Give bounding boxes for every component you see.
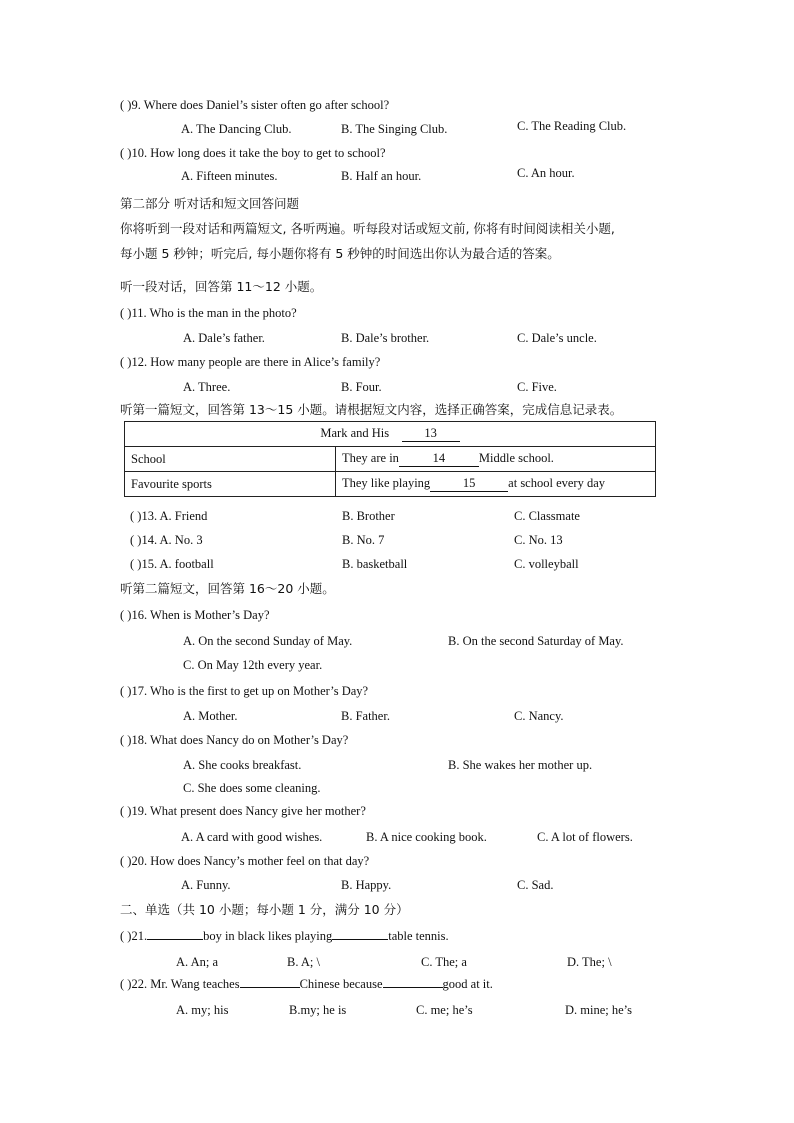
question-13-option-c: C. Classmate — [514, 509, 580, 523]
question-10-option-b: B. Half an hour. — [341, 169, 422, 183]
question-22-text-1: Chinese because — [299, 977, 383, 991]
question-17-stem: ( )17. Who is the first to get up on Mother’s Day? — [120, 684, 369, 698]
question-11-stem: ( )11. Who is the man in the photo? — [120, 306, 297, 320]
passage1-heading: 听第一篇短文，回答第 13～15 小题。请根据短文内容，选择正确答案，完成信息记录表。 — [120, 402, 623, 417]
question-22-number: ( )22. Mr. Wang teaches — [120, 977, 240, 991]
question-18-option-c: C. She does some cleaning. — [183, 781, 321, 795]
question-9-option-b: B. The Singing Club. — [341, 122, 448, 136]
question-14-stem: ( )14. A. No. 3 — [130, 533, 203, 547]
question-20-option-b: B. Happy. — [341, 878, 392, 892]
part2-instruction-line1: 你将听到一段对话和两篇短文, 各听两遍。听每段对话或短文前, 你将有时间阅读相关小题, — [120, 221, 615, 236]
table-value-school — [336, 447, 656, 472]
question-11-option-c: C. Dale’s uncle. — [517, 331, 597, 345]
question-19-option-c: C. A lot of flowers. — [537, 830, 633, 844]
table-value-sports — [336, 472, 656, 497]
question-22-blank-1 — [240, 987, 300, 988]
question-21-text-1: boy in black likes playing — [203, 929, 333, 943]
question-16-option-c: C. On May 12th every year. — [183, 658, 323, 672]
question-12-stem: ( )12. How many people are there in Alice’s family? — [120, 355, 381, 369]
question-20-option-a: A. Funny. — [181, 878, 231, 892]
school-prefix: They are in — [342, 451, 399, 465]
question-18-option-a: A. She cooks breakfast. — [183, 758, 302, 772]
question-15-option-b: B. basketball — [342, 557, 408, 571]
question-19-option-a: A. A card with good wishes. — [181, 830, 323, 844]
question-12-option-c: C. Five. — [517, 380, 557, 394]
question-10-option-a: A. Fifteen minutes. — [181, 169, 278, 183]
blank-15: 15 — [430, 476, 508, 492]
question-21-option-a: A. An; a — [176, 955, 219, 969]
question-11-option-a: A. Dale’s father. — [183, 331, 265, 345]
question-18-stem: ( )18. What does Nancy do on Mother’s Day? — [120, 733, 349, 747]
question-20-stem: ( )20. How does Nancy’s mother feel on that day? — [120, 854, 370, 868]
question-21-text-2: table tennis. — [388, 929, 449, 943]
question-15-stem: ( )15. A. football — [130, 557, 214, 571]
question-16-option-a: A. On the second Sunday of May. — [183, 634, 353, 648]
table-title: Mark and His — [320, 426, 390, 440]
question-21-option-b: B. A; \ — [287, 955, 320, 969]
question-22-text-2: good at it. — [442, 977, 493, 991]
table-label-sports: Favourite sports — [125, 472, 336, 497]
question-21-option-c: C. The; a — [421, 955, 467, 969]
section2-heading: 二、单选（共 10 小题；每小题 1 分，满分 10 分） — [120, 902, 409, 917]
question-20-option-c: C. Sad. — [517, 878, 554, 892]
question-9-stem: ( )9. Where does Daniel’s sister often go after school? — [120, 98, 390, 112]
question-17-option-a: A. Mother. — [183, 709, 238, 723]
question-19-option-b: B. A nice cooking book. — [366, 830, 487, 844]
question-16-option-b: B. On the second Saturday of May. — [448, 634, 624, 648]
school-suffix: Middle school. — [478, 451, 554, 465]
part2-instruction-line2: 每小题 5 秒钟；听完后, 每小题你将有 5 秒钟的时间选出你认为最合适的答案。 — [120, 246, 560, 261]
part2-title: 第二部分 听对话和短文回答问题 — [120, 196, 299, 211]
question-12-option-a: A. Three. — [183, 380, 231, 394]
question-12-option-b: B. Four. — [341, 380, 382, 394]
question-21-number: ( )21. — [120, 929, 148, 943]
question-21-blank-1 — [147, 939, 203, 940]
question-21-stem — [120, 928, 449, 944]
info-record-table — [124, 421, 656, 497]
blank-13: 13 — [402, 426, 460, 442]
question-22-option-b: B.my; he is — [289, 1003, 347, 1017]
question-9-option-a: A. The Dancing Club. — [181, 122, 292, 136]
table-title-cell — [125, 422, 656, 447]
question-22-blank-2 — [383, 987, 443, 988]
question-13-option-b: B. Brother — [342, 509, 395, 523]
question-16-stem: ( )16. When is Mother’s Day? — [120, 608, 270, 622]
question-10-stem: ( )10. How long does it take the boy to get to school? — [120, 146, 386, 160]
blank-14: 14 — [399, 451, 479, 467]
question-14-option-b: B. No. 7 — [342, 533, 385, 547]
dialog-heading: 听一段对话，回答第 11～12 小题。 — [120, 279, 323, 294]
question-22-stem — [120, 976, 493, 992]
question-22-option-c: C. me; he’s — [416, 1003, 473, 1017]
question-21-option-d: D. The; \ — [567, 955, 612, 969]
sports-suffix: at school every day — [508, 476, 606, 490]
question-22-option-a: A. my; his — [176, 1003, 229, 1017]
question-21-blank-2 — [332, 939, 388, 940]
passage2-heading: 听第二篇短文，回答第 16～20 小题。 — [120, 581, 335, 596]
question-17-option-c: C. Nancy. — [514, 709, 564, 723]
question-13-stem: ( )13. A. Friend — [130, 509, 208, 523]
question-10-option-c: C. An hour. — [517, 166, 575, 180]
question-19-stem: ( )19. What present does Nancy give her mother? — [120, 804, 366, 818]
table-label-school: School — [125, 447, 336, 472]
question-15-option-c: C. volleyball — [514, 557, 579, 571]
question-11-option-b: B. Dale’s brother. — [341, 331, 430, 345]
question-9-option-c: C. The Reading Club. — [517, 119, 627, 133]
sports-prefix: They like playing — [342, 476, 431, 490]
question-17-option-b: B. Father. — [341, 709, 390, 723]
question-22-option-d: D. mine; he’s — [565, 1003, 633, 1017]
question-18-option-b: B. She wakes her mother up. — [448, 758, 593, 772]
question-14-option-c: C. No. 13 — [514, 533, 563, 547]
